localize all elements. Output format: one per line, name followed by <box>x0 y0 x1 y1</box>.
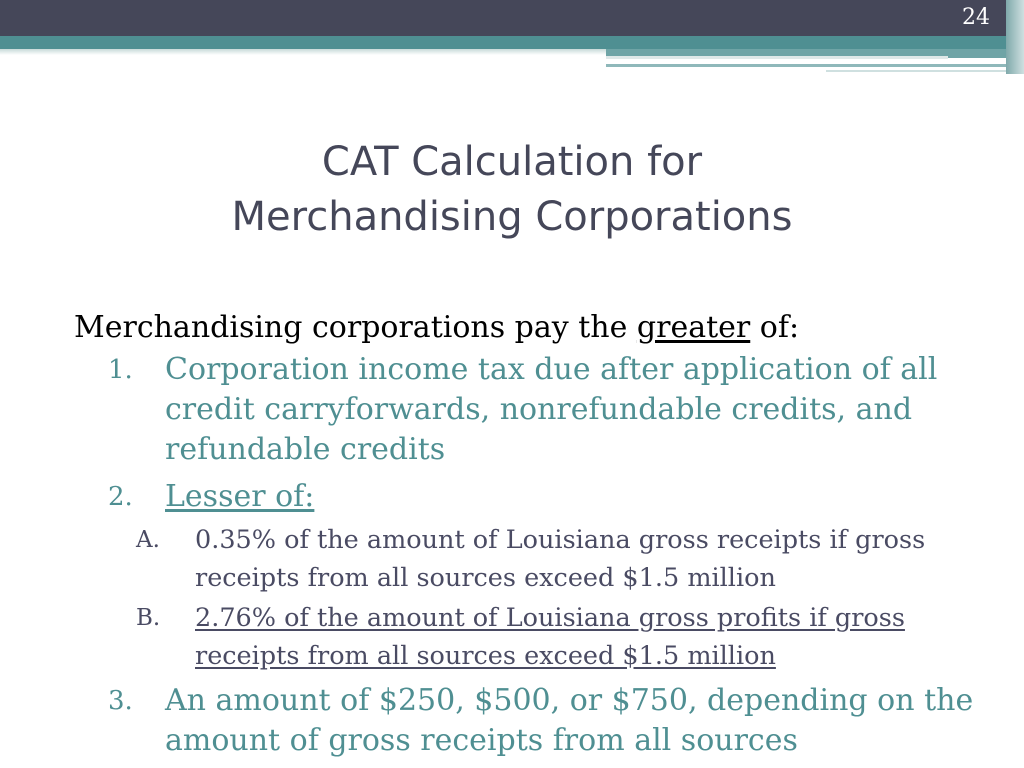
list-item <box>74 477 974 517</box>
list-item-text: Lesser of: <box>165 479 315 514</box>
header-shadow <box>0 49 620 55</box>
header-right-edge <box>1006 0 1024 74</box>
list-number: 2. <box>108 482 133 512</box>
slide-body <box>74 306 974 761</box>
slide-title <box>0 135 1024 245</box>
header-bar-dark <box>0 0 1024 36</box>
header-accent-line <box>606 64 1006 67</box>
sub-list-letter: A. <box>136 527 160 553</box>
sub-list-item-text: 0.35% of the amount of Louisiana gross receipts if gross receipts from all sources exceed $1.5 million <box>195 525 926 593</box>
sub-list-letter: B. <box>136 605 161 631</box>
list-item-text: An amount of $250, $500, or $750, depending on the amount of gross receipts from all sources <box>165 683 974 758</box>
title-line-2: Merchandising Corporations <box>231 194 793 240</box>
lead-emphasis: greater <box>636 310 751 345</box>
header-accent-line <box>826 70 1006 72</box>
list-item-text: Corporation income tax due after application of all credit carryforwards, nonrefundable credits, and refundable credits <box>165 352 938 467</box>
header-accent-line <box>606 56 948 59</box>
list-item <box>74 681 974 761</box>
list-number: 3. <box>108 686 133 716</box>
header-bar-teal <box>0 36 1024 49</box>
slide-number: 24 <box>962 5 990 30</box>
list-item <box>74 350 974 470</box>
lead-suffix: of: <box>750 310 800 345</box>
title-line-1: CAT Calculation for <box>321 139 703 185</box>
lead-sentence <box>74 306 974 350</box>
sub-list-item <box>74 599 974 675</box>
sub-list-item-text: 2.76% of the amount of Louisiana gross profits if gross receipts from all sources exceed $1.5 million <box>195 603 905 671</box>
lead-prefix: Merchandising corporations pay the <box>74 310 637 345</box>
sub-list-item <box>74 521 974 597</box>
list-number: 1. <box>108 355 133 385</box>
